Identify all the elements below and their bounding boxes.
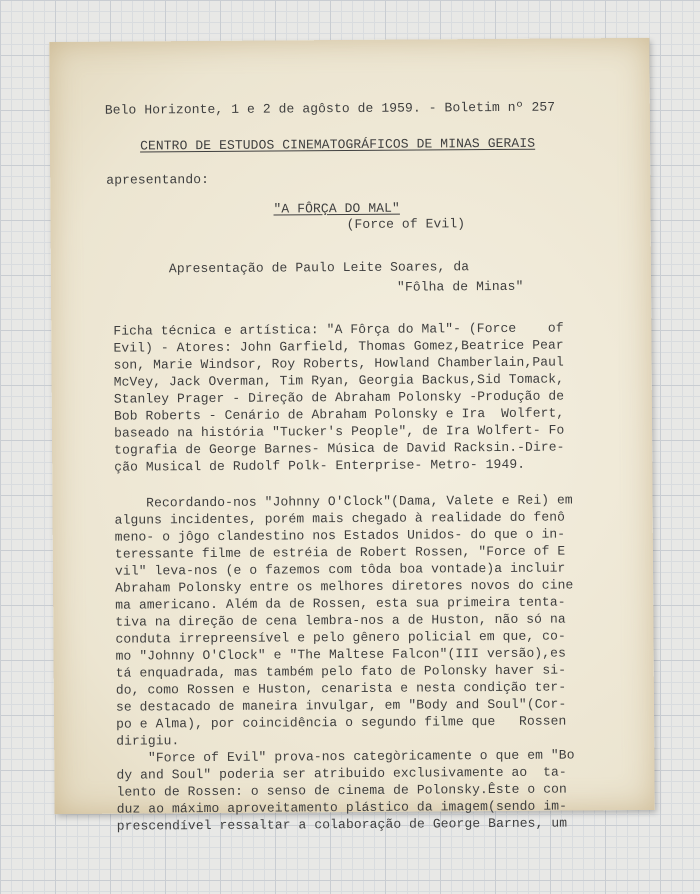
- technical-sheet-line: son, Marie Windsor, Roy Roberts, Howland Chamberlain,Paul: [113, 354, 564, 373]
- paragraph-line: teressante filme de estréia de Robert Rossen, "Force of E: [114, 543, 566, 562]
- paragraph-line: duz ao máximo aproveitamento plástico da imagem(sendo im-: [116, 798, 568, 817]
- film-original-title: (Force of Evil): [346, 216, 466, 233]
- paragraph-line: lento de Rossen: o senso de cinema de Polonsky.Êste o con: [116, 781, 567, 800]
- organization-name: CENTRO DE ESTUDOS CINEMATOGRÁFICOS DE MINAS GERAIS: [139, 135, 536, 154]
- technical-sheet-line: Bob Roberts - Cenário de Abraham Polonsky e Ira Wolfert,: [113, 405, 565, 424]
- paragraph-line: prescendível ressaltar a colaboração de George Barnes, um: [116, 815, 568, 834]
- paragraph-line: do, como Rossen e Huston, cenarista e nesta condição ter-: [115, 679, 567, 698]
- dateline: Belo Horizonte, 1 e 2 de agôsto de 1959. - Boletim nº 257: [104, 99, 556, 118]
- paragraph-line: mo "Johnny O'Clock" e "The Maltese Falcon"(III versão),es: [115, 645, 567, 664]
- paragraph-line: ma americano. Além da de Rossen, esta sua primeira tenta-: [115, 594, 566, 613]
- paragraph-line: alguns incidentes, porém mais chegado à realidade do fenô: [114, 509, 566, 528]
- paragraph-line: Recordando-nos "Johnny O'Clock"(Dama, Valete e Rei) em: [114, 492, 573, 511]
- technical-sheet-line: McVey, Jack Overman, Tim Ryan, Georgia Backus,Sid Tomack,: [113, 371, 565, 390]
- presenter-line: Apresentação de Paulo Leite Soares, da: [168, 259, 470, 277]
- film-title: "A FÔRÇA DO MAL": [273, 200, 400, 217]
- paragraph-line: se destacado de maneira invulgar, em "Body and Soul"(Cor-: [115, 696, 567, 715]
- paragraph-line: tá enquadrada, mas também pelo fato de Polonsky haver si-: [115, 662, 567, 681]
- paragraph-line: dy and Soul" poderia ser atribuido exclusivamente ao ta-: [116, 764, 567, 783]
- technical-sheet-line: ção Musical de Rudolf Polk- Enterprise- Metro- 1949.: [114, 456, 526, 475]
- presenting-label: apresentando:: [106, 171, 210, 188]
- typewritten-bulletin-page: [49, 38, 654, 834]
- presenter-newspaper: "Fôlha de Minas": [396, 278, 524, 295]
- paragraph-line: tiva na direção de cena lembra-nos a de Huston, não só na: [115, 611, 566, 630]
- technical-sheet-line: Ficha técnica e artística: "A Fôrça do Mal"- (Force of: [113, 320, 564, 339]
- paragraph-line: conduta irrepreensível e pelo gênero policial em que, co-: [115, 628, 566, 647]
- paragraph-line: meno- o jôgo clandestino nos Estados Unidos- do que o in-: [114, 526, 566, 545]
- paragraph-line: Abraham Polonsky entre os melhores diretores novos do cine: [115, 577, 574, 596]
- paragraph-line: po e Alma), por coincidência o segundo filme que Rossen: [116, 713, 567, 732]
- technical-sheet-line: baseado na história "Tucker's People", de Ira Wolfert- Fo: [113, 422, 565, 441]
- paragraph-line: "Force of Evil" prova-nos categòricamente o que em "Bo: [116, 747, 575, 766]
- paragraph-line: dirigiu.: [116, 733, 180, 749]
- technical-sheet-line: Stanley Prager - Direção de Abraham Polonsky -Produção de: [113, 388, 565, 407]
- paragraph-line: vil" leva-nos (e o fazemos com tôda boa vontade)a incluir: [114, 560, 566, 579]
- technical-sheet-line: tografia de George Barnes- Música de David Racksin.-Dire-: [114, 439, 565, 458]
- technical-sheet-line: Evil) - Atores: John Garfield, Thomas Gomez,Beatrice Pear: [113, 337, 564, 356]
